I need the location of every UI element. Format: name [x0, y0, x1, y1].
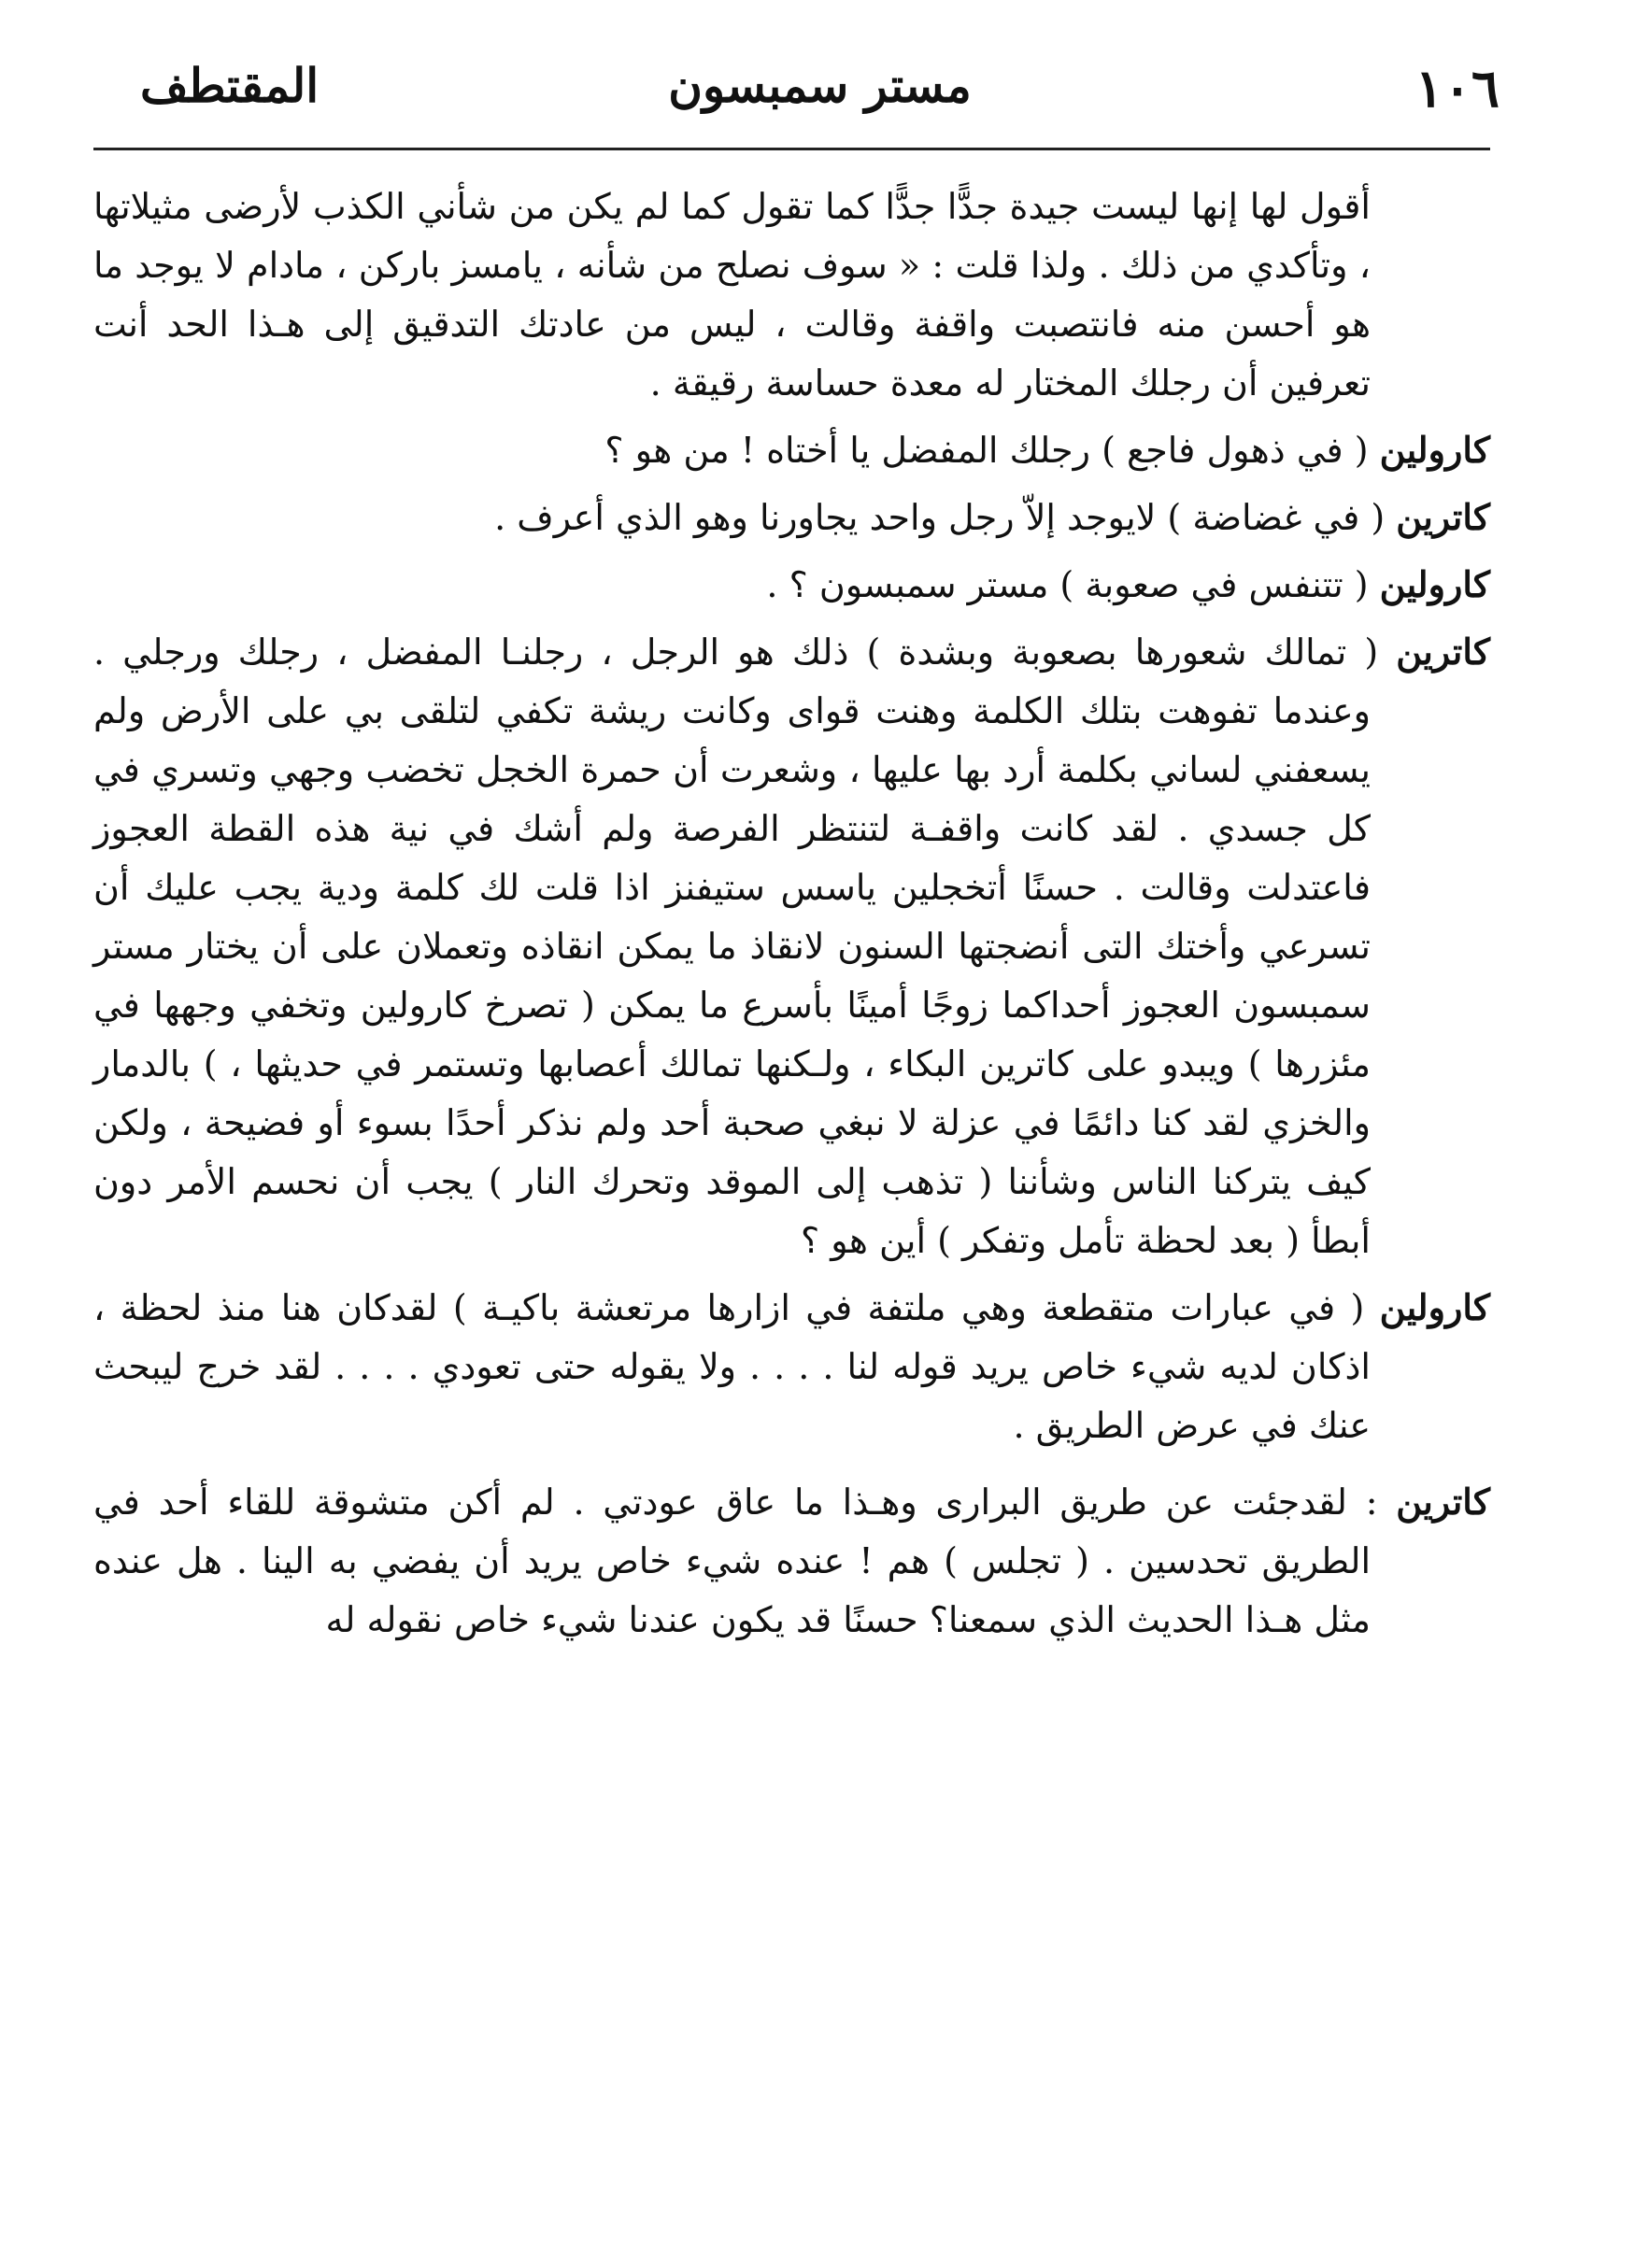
page-header: [140, 58, 1500, 133]
speaker-name: كارولين: [1379, 429, 1490, 471]
journal-name: المقتطف: [140, 58, 320, 113]
paragraph: [93, 177, 1490, 413]
dialogue-line: [93, 420, 1490, 480]
speaker-name: كارولين: [1379, 563, 1490, 605]
dialogue-text: ( في ذهول فاجع ) رجلك المفضل يا أختاه ! من هو ؟: [604, 430, 1369, 471]
dialogue-text: ( تتنفس في صعوبة ) مستر سمبسون ؟ .: [766, 564, 1369, 605]
page-number: ١٠٦: [1414, 58, 1500, 120]
speaker-name: كاترين: [1396, 631, 1490, 673]
speaker-name: كاترين: [1396, 496, 1490, 538]
header-rule: [93, 148, 1490, 150]
dialogue-line: [93, 622, 1490, 1270]
dialogue-line: [93, 1278, 1490, 1455]
dialogue-text: ( في غضاضة ) لايوجد إلاّ رجل واحد يجاورنا وهو الذي أعرف .: [494, 497, 1386, 538]
dialogue-text: ( تمالك شعورها بصعوبة وبشدة ) ذلك هو الرجل ، رجلنـا المفضل ، رجلك ورجلي . وعندما تفوهت بتلك الكلمة وهنت قواى وكانت ريشة تكفي لتلقى بي على الأرض ولم يسعفني لساني بكلمة أرد بها عليها ، وشعرت أن حمرة الخجل تخضب وجهي وتسري في كل جسدي . لقد كانت واقفـة لتنتظر الفرصة ولم أشك في نية هذه القطة العجوز فاعتدلت وقالت . حسنًا أتخجلين ياسس ستيفنز اذا قلت لك كلمة ودية يجب عليك أن تسرعي وأختك التى أنضجتها السنون لانقاذ ما يمكن انقاذه وتعملان على أن يختار مستر سمبسون العجوز أحداكما زوجًا أمينًا بأسرع ما يمكن ( تصرخ كارولين وتخفي وجهها في مئزرها ) ويبدو على كاترين البكاء ، ولـكنها تمالك أعصابها وتستمر في حديثها ، ) بالدمار والخزي لقد كنا دائمًا في عزلة لا نبغي صحبة أحد ولم نذكر أحدًا بسوء أو فضيحة ، ولكن كيف يتركنا الناس وشأننا ( تذهب إلى الموقد وتحرك النار ) يجب أن نحسم الأمر دون أبطأ ( بعد لحظة تأمل وتفكر ) أين هو ؟: [93, 631, 1379, 1261]
running-title: مستر سمبسون: [668, 58, 972, 113]
dialogue-text: ( في عبارات متقطعة وهي ملتفة في ازارها مرتعشة باكيـة ) لقدكان هنا منذ لحظة ، اذكان لديه شيء خاص يريد قوله لنا . . . . ولا يقوله حتى تعودي . . . . لقد خرج ليبحث عنك في عرض الطريق .: [93, 1287, 1371, 1446]
speaker-name: كاترين: [1396, 1481, 1490, 1523]
dialogue-line: [93, 488, 1490, 547]
dialogue-text: : لقدجئت عن طريق البرارى وهـذا ما عاق عودتي . لم أكن متشوقة للقاء أحد في الطريق تحدسين . ( تجلس ) هم ! عنده شيء خاص يريد أن يفضي به الينا . هل عنده مثل هـذا الحديث الذي سمعنا؟ حسنًا قد يكون عندنا شيء خاص نقوله له: [93, 1481, 1378, 1640]
paragraph-text: أقول لها إنها ليست جيدة جدًّا جدًّا كما تقول كما لم يكن من شأني الكذب لأرضى مثيلاتها ، وتأكدي من ذلك . ولذا قلت : « سوف نصلح من شأنه ، يامسز باركن ، مادام لا يوجد ما هو أحسن منه فانتصبت واقفة وقالت ، ليس من عادتك التدقيق إلى هـذا الحد أنت تعرفين أن رجلك المختار له معدة حساسة رقيقة .: [93, 186, 1371, 404]
page-body: [93, 177, 1490, 1650]
dialogue-line: [93, 555, 1490, 615]
dialogue-line: [93, 1472, 1490, 1650]
speaker-name: كارولين: [1379, 1286, 1490, 1328]
